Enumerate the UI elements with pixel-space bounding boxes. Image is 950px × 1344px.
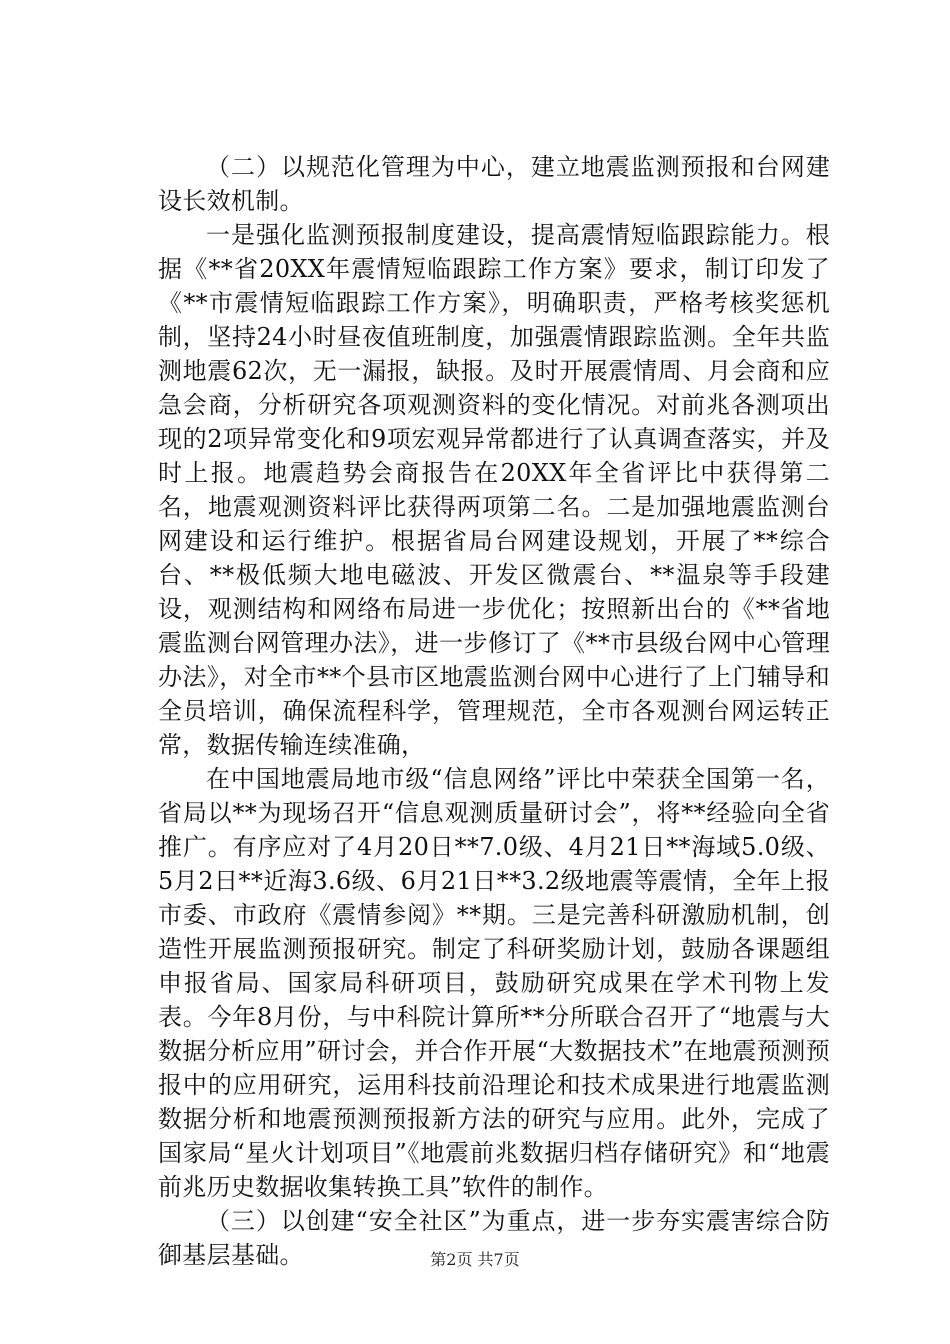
section-heading-2: （二）以规范化管理为中心，建立地震监测预报和台网建设长效机制。 [158,153,830,215]
section-heading-3: （三）以创建“安全社区”为重点，进一步夯实震害综合防御基层基础。 [158,1207,830,1269]
page-footer: 第2页 共7页 [430,1250,520,1269]
body-paragraph-1: 一是强化监测预报制度建设，提高震情短临跟踪能力。根据《**省20XX年震情短临跟踪工作方案》要求，制订印发了《**市震情短临跟踪工作方案》，明确职责，严格考核奖惩机制，坚持24小时昼夜值班制度，加强震情跟踪监测。全年共监测地震62次，无一漏报，缺报。及时开展震情周、月会商和应急会商，分析研究各项观测资料的变化情况。对前兆各测项出现的2项异常变化和9项宏观异常都进行了认真调查落实，并及时上报。地震趋势会商报告在20XX年全省评比中获得第二名，地震观测资料评比获得两项第二名。二是加强地震监测台网建设和运行维护。根据省局台网建设规划，开展了**综合台、**极低频大地电磁波、开发区微震台、**温泉等手段建设，观测结构和网络布局进一步优化；按照新出台的《**省地震监测台网管理办法》，进一步修订了《**市县级台网中心管理办法》，对全市**个县市区地震监测台网中心进行了上门辅导和全员培训，确保流程科学，管理规范，全市各观测台网运转正常，数据传输连续准确， [158,221,830,759]
body-paragraph-2: 在中国地震局地市级“信息网络”评比中荣获全国第一名，省局以**为现场召开“信息观测质量研讨会”，将**经验向全省推广。有序应对了4月20日**7.0级、4月21日**海域5.0级、5月2日**近海3.6级、6月21日**3.2级地震等震情，全年上报市委、市政府《震情参阅》**期。三是完善科研激励机制，创造性开展监测预报研究。制定了科研奖励计划，鼓励各课题组申报省局、国家局科研项目，鼓励研究成果在学术刊物上发表。今年8月份，与中科院计算所**分所联合召开了“地震与大数据分析应用”研讨会，并合作开展“大数据技术”在地震预测预报中的应用研究，运用科技前沿理论和技术成果进行地震监测数据分析和地震预测预报新方法的研究与应用。此外，完成了国家局“星火计划项目”《地震前兆数据归档存储研究》和“地震前兆历史数据收集转换工具”软件的制作。 [158,765,830,1201]
document-body [158,150,830,1272]
